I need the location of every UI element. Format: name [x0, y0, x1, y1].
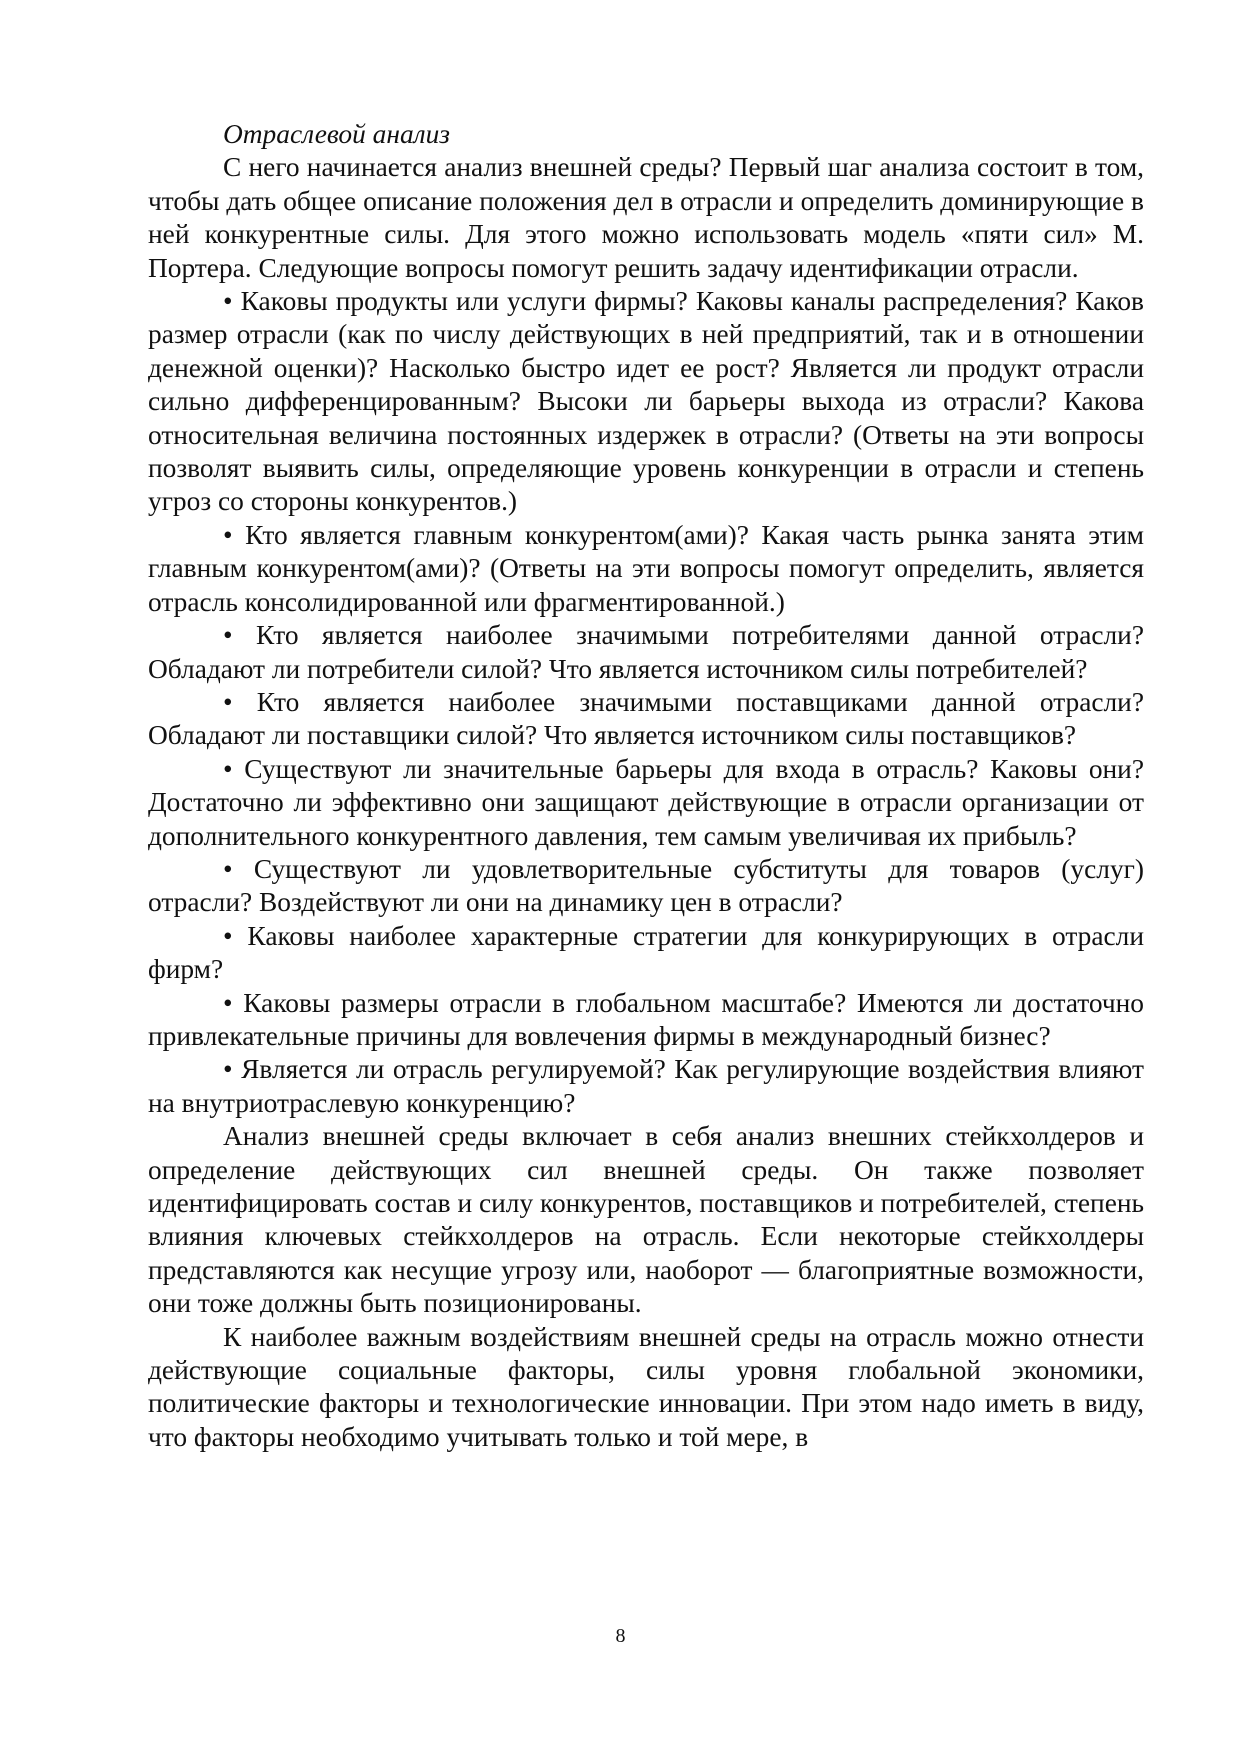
paragraph-stakeholders: Анализ внешней среды включает в себя анализ внешних стейкхолдеров и определение действующих сил внешней среды. Он также позволяет идентифицировать состав и силу конкурентов, поставщиков и потребителей, степень влияния ключевых стейкхолдеров на отрасль. Если некоторые стейкхолдеры представляются как несущие угрозу или, наоборот — благоприятные возможности, они тоже должны быть позиционированы. [148, 1121, 1144, 1319]
paragraph-external-factors: К наиболее важным воздействиям внешней среды на отрасль можно отнести действующие социальные факторы, силы уровня глобальной экономики, политические факторы и технологические инновации. При этом надо иметь в виду, что факторы необходимо учитывать только и той мере, в [148, 1321, 1144, 1452]
bullet-substitutes: • Существуют ли удовлетворительные субституты для товаров (услуг) отрасли? Воздействуют ли они на динамику цен в отрасли? [148, 853, 1144, 918]
bullet-regulation: • Является ли отрасль регулируемой? Как регулирующие воздействия влияют на внутриотраслевую конкуренцию? [148, 1054, 1144, 1118]
bullet-products-and-industry-size: • Каковы продукты или услуги фирмы? Каковы каналы распределения? Каков размер отрасли (как по числу действующих в ней предприятий, так и в отношении денежной оценки)? Насколько быстро идет ее рост? Является ли продукт отрасли сильно дифференцированным? Высоки ли барьеры выхода из отрасли? Какова относительная величина постоянных издержек в отрасли? (Ответы на эти вопросы позволят выявить силы, определяющие уровень конкуренции в отрасли и степень угроз со стороны конкурентов.) [148, 286, 1144, 517]
paragraph-intro: С него начинается анализ внешней среды? Первый шаг анализа состоит в том, чтобы дать общее описание положения дел в отрасли и определить доминирующие в ней конкурентные силы. Для этого можно использовать модель «пяти сил» М. Портера. Следующие вопросы помогут решить задачу идентификации отрасли. [148, 152, 1144, 283]
document-page [148, 118, 1144, 1454]
section-heading: Отраслевой анализ [223, 119, 450, 149]
bullet-strategies: • Каковы наиболее характерные стратегии для конкурирующих в отрасли фирм? [148, 920, 1144, 985]
bullet-suppliers: • Кто является наиболее значимыми поставщиками данной отрасли? Обладают ли поставщики силой? Что является источником силы поставщиков? [148, 686, 1144, 751]
page-number: 8 [615, 1625, 626, 1647]
bullet-entry-barriers: • Существуют ли значительные барьеры для входа в отрасль? Каковы они? Достаточно ли эффективно они защищают действующие в отрасли организации от дополнительного конкурентного давления, тем самым увеличивая их прибыль? [148, 753, 1144, 851]
bullet-main-competitors: • Кто является главным конкурентом(ами)? Какая часть рынка занята этим главным конкурентом(ами)? (Ответы на эти вопросы помогут определить, является отрасль консолидированной или фрагментированной.) [148, 519, 1144, 617]
bullet-consumers: • Кто является наиболее значимыми потребителями данной отрасли? Обладают ли потребители силой? Что является источником силы потребителей? [148, 620, 1144, 684]
bullet-global-scale: • Каковы размеры отрасли в глобальном масштабе? Имеются ли достаточно привлекательные причины для вовлечения фирмы в международный бизнес? [148, 987, 1144, 1051]
